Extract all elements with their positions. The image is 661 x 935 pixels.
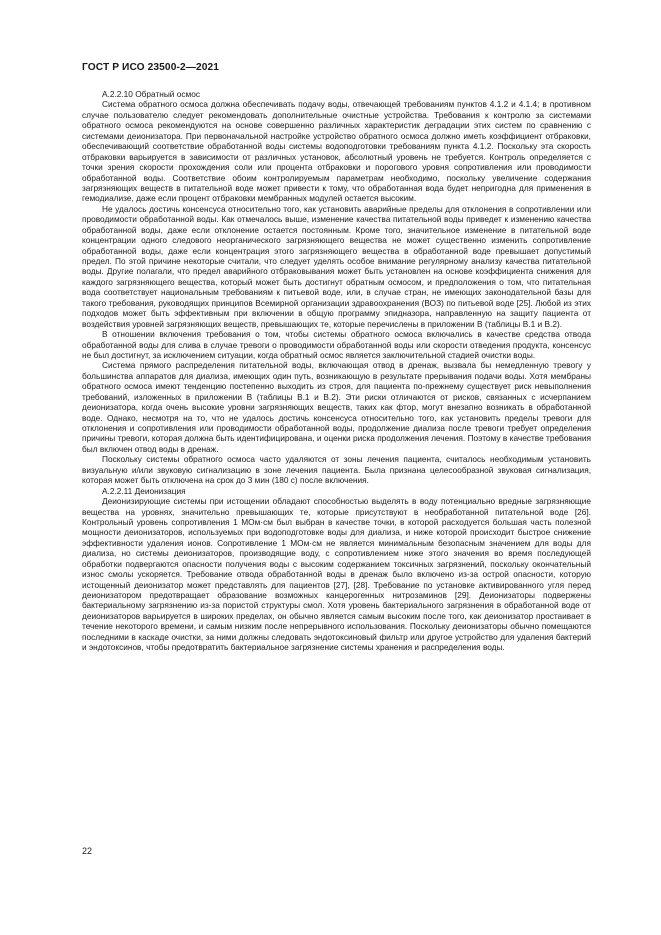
paragraph: Система обратного осмоса должна обеспечивать подачу воды, отвечающей требованиям пунктов 4.1.2 и 4.1.4; в противном случае пользователю следует рекомендовать дополнительные очистные устройства. Требования к контролю за системами обратного осмоса рекомендуются на основе совершенно различных характеристик деградации этих систем по сравнению с системами деионизатора. При первоначальной настройке устройство обратного осмоса должно иметь коэффициент отбраковки, обеспечивающий соответствие обработанной воды системы водоподготовки требованиям пункта 4.1.2. Поскольку эта скорость отбраковки варьируется в зависимости от различных установок, абсолютный уровень не требуется. Контроль определяется с точки зрения скорости прохождения соли или процента отбраковки и порогового уровня сопротивления или проводимости обработанной воды. Соответствие обоим контролируемым параметрам необходимо, поскольку увеличение содержания загрязняющих веществ в питательной воде может привести к тому, что обработанная вода будет непригодна для применения в гемодиализе, даже если процент отбраковки мембранных модулей остается высоким. xyxy=(82,99,591,204)
paragraph: Поскольку системы обратного осмоса часто удаляются от зоны лечения пациента, считалось необходимым установить визуальную и/или звуковую сигнализацию в зоне лечения пациента. Была признана целесообразной звуковая сигнализация, которая может быть отключена на срок до 3 мин (180 с) после включения. xyxy=(82,454,591,486)
paragraph: Не удалось достичь консенсуса относительно того, как установить аварийные пределы для отклонения в сопротивлении или проводимости обработанной воды. Как отмечалось выше, изменение качества питательной воды приведет к изменению качества обработанной воды, даже если отклонение остается постоянным. Кроме того, значительное изменение в питательной воде концентрации одного следового неорганического загрязняющего вещества не может существенно изменить сопротивление обработанной воды, даже если концентрация этого загрязняющего вещества в обработанной воде превышает допустимый предел. По этой причине некоторые считали, что следует уделять особое внимание регулярному анализу качества питательной воды. Другие полагали, что предел аварийного отбраковывания может быть установлен на основе коэффициента снижения для каждого загрязняющего вещества, который может быть достигнут обратным осмосом, и предположения о том, что питательная вода соответствует национальным требованиям к питьевой воде, или, в случае стран, не имеющих законодательной базы для такого требования, руководящих принципов Всемирной организации здравоохранения (ВОЗ) по питьевой воде [25]. Любой из этих подходов может быть эффективным при включении в общую программу эпидназора, направленную на защиту пациента от воздействия уровней загрязняющих веществ, превышающих те, которые перечислены в приложении В (таблицы В.1 и В.2). xyxy=(82,203,591,329)
section-heading: А.2.2.11 Деионизация xyxy=(102,485,186,496)
paragraph: Система прямого распределения питательной воды, включающая отвод в дренаж, вызвала бы немедленную тревогу у большинства аппаратов для диализа, имеющих один путь, возникающую в результате прерывания подачи воды. Хотя мембраны обратного осмоса имеют тенденцию постепенно выходить из строя, для пациента по-прежнему существует риск невыполнения требований, изложенных в приложении В (таблицы В.1 и В.2). Эти риски отличаются от рисков, связанных с исчерпанием деионизатора, когда очень высокие уровни загрязняющих веществ, таких как фтор, могут внезапно возникать в обработанной воде. Однако, несмотря на то, что не удалось достичь консенсуса относительно того, как установить пределы тревоги для отклонения и сопротивления или проводимости обработанной воды, продолжение диализа после тревоги требует определения причины тревоги, которая должна быть идентифицирована, и оценки риска продолжения лечения. Поэтому в качестве требования был включен отвод воды в дренаж. xyxy=(82,360,591,454)
document-header: ГОСТ Р ИСО 23500-2—2021 xyxy=(82,62,220,73)
section-heading: А.2.2.10 Обратный осмос xyxy=(102,89,200,99)
paragraph: Деионизирующие системы при истощении обладают способностью выделять в воду потенциально вредные загрязняющие вещества на уровнях, значительно превышающих те, которые присутствуют в необработанной питательной воде [26]. Контрольный уровень сопротивления 1 МОм·см был выбран в качестве точки, в которой расходуется большая часть полезной мощности деионизаторов, используемых при водоподготовке воды для диализа, и ниже которой происходит быстрое снижение эффективности удаления ионов. Сопротивление 1 МОм·см не является минимальным безопасным значением для воды для диализа, но системы деионизаторов, производящие воду, с сопротивлением ниже этого значения во время последующей обработки подвергаются опасности получения воды с высоким содержанием токсичных загрязнений, поскольку окончательный износ смолы ускоряется. Требование отвода обработанной воды в дренаж было включено из-за острой опасности, которую истощенный деионизатор может представлять для пациентов [27], [28]. Требование по установке активированного угля перед деионизатором предотвращает образование возможных канцерогенных нитрозаминов [29]. Деионизаторы подвержены бактериальному загрязнению из-за пористой структуры смол. Хотя уровень бактериального загрязнения в обработанной воде от деионизаторов варьируется в широких пределах, он обычно является самым высоким после того, как деионизатор простаивает в течение некоторого времени, и самым низким после непрерывного использования. Поскольку деионизаторы обычно помещаются последними в каскаде очистки, за ними должны следовать эндотоксиновый фильтр или другое устройство для удаления бактерий и эндотоксинов, чтобы предотвратить бактериальное загрязнение системы хранения и распределения воды. xyxy=(82,496,591,653)
page-number: 22 xyxy=(82,846,93,856)
document-body xyxy=(82,89,591,653)
paragraph: В отношении включения требования о том, чтобы системы обратного осмоса включались в качестве средства отвода обработанной воды для слива в случае тревоги о проводимости обработанной воды или скорости отведения продукта, консенсус не был достигнут, за исключением ситуации, когда обратный осмос является заключительной стадией очистки воды. xyxy=(82,329,591,360)
